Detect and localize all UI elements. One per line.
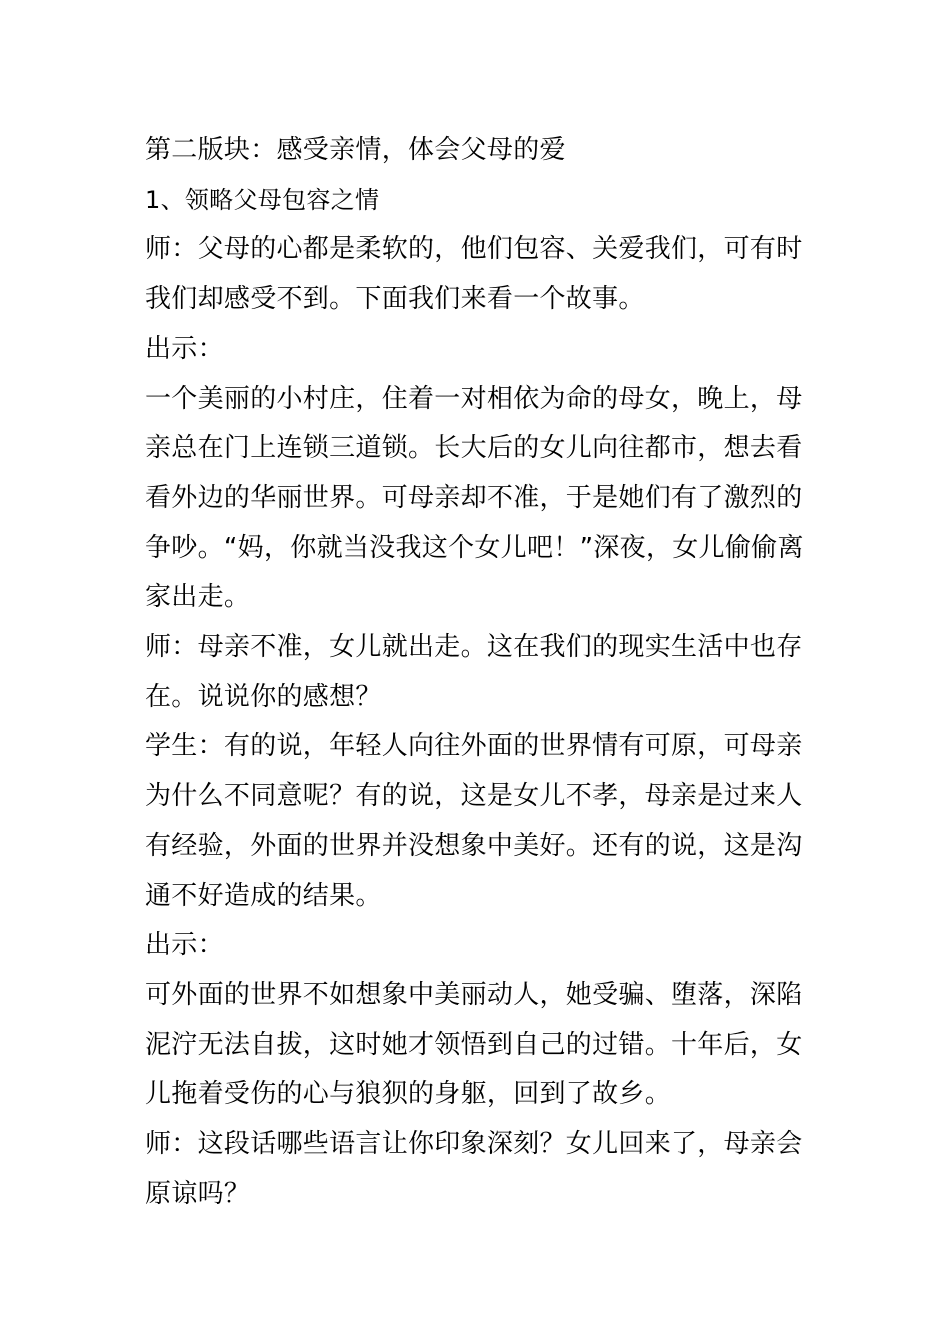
story-paragraph: 一个美丽的小村庄，住着一对相依为命的母女，晚上，母亲总在门上连锁三道锁。长大后的女儿向往都市，想去看看外边的华丽世界。可母亲却不准，于是她们有了激烈的争吵。“妈，你就当没我这个女儿吧！”深夜，女儿偷偷离家出走。 [145,383,804,613]
section-heading: 第二版块：感受亲情，体会父母的爱 [145,135,566,165]
show-label: 出示： [145,333,224,364]
subsection-heading: 1、领略父母包容之情 [145,185,380,214]
story-paragraph: 可外面的世界不如想象中美丽动人，她受骗、堕落，深陷泥泞无法自拔，这时她才领悟到自己的过错。十年后，女儿拖着受伤的心与狼狈的身躯，回到了故乡。 [145,979,803,1110]
teacher-paragraph: 师：父母的心都是柔软的，他们包容、关爱我们，可有时我们却感受不到。下面我们来看一个故事。 [145,234,803,315]
student-paragraph: 学生：有的说，年轻人向往外面的世界情有可原，可母亲为什么不同意呢？有的说，这是女儿不孝，母亲是过来人有经验，外面的世界并没想象中美好。还有的说，这是沟通不好造成的结果。 [145,731,803,911]
teacher-paragraph: 师：母亲不准，女儿就出走。这在我们的现实生活中也存在。说说你的感想？ [145,632,803,712]
teacher-paragraph: 师：这段话哪些语言让你印象深刻？女儿回来了，母亲会原谅吗？ [145,1129,803,1209]
show-label: 出示： [145,930,224,961]
document-body [145,126,810,1219]
